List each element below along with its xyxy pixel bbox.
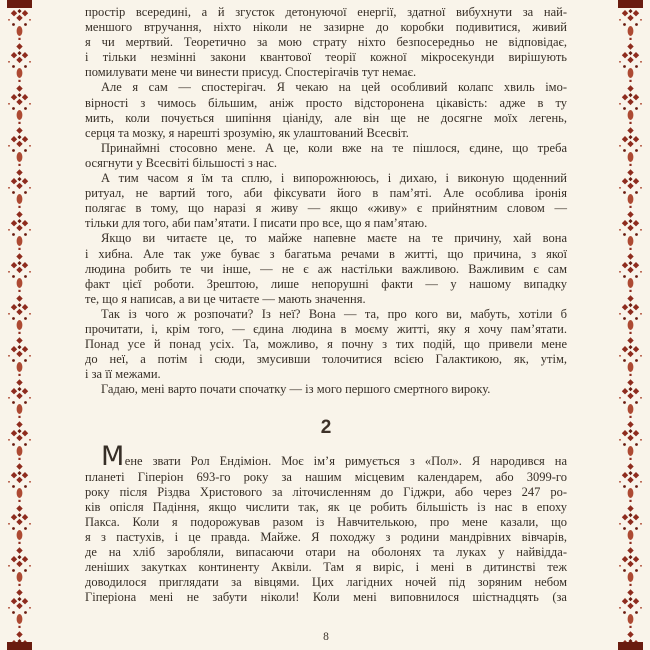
text-line: року після Різдва Христового за літочисленням до Гіджри, або через 247 ро- — [85, 484, 567, 499]
paragraph — [85, 171, 567, 231]
paragraph — [85, 307, 567, 382]
text-line: меншого втручання, ніхто ніколи не зазирне до коробки подивитися, живий — [85, 20, 567, 35]
text-line: людина робить те чи інше, — не є аж настільки важливою. Важливим є сам — [85, 261, 567, 276]
text-line: і хибна. Але так уже буває з багатьма речами в житті, що причина, з якої — [85, 246, 567, 261]
text-line: леніших закутках континенту Аквіли. Там я виріс, і мені в дитинстві теж — [85, 560, 567, 575]
text-line: планеті Гіперіон 693-го року за нашим місцевим календарем, або 3099-го — [85, 469, 567, 484]
text-line: до неї, а потім і сюди, змусивши толочитися всією Галактикою, як, утім, — [85, 352, 567, 367]
text-line: Мене звати Рол Ендіміон. Моє ім’я римується з «Пол». Я народився на — [101, 441, 567, 473]
text-line: я чи мертвий. Теоретично за мою страту ніхто безпосередньо не відповідає, — [85, 35, 567, 50]
ornament-pattern-icon — [7, 0, 32, 650]
ornament-pattern-icon — [618, 0, 643, 650]
page-number: 8 — [323, 631, 329, 643]
paragraph — [85, 231, 567, 306]
text-line: тільки для того, аби пам’ятати. І писати про все, що я пам’ятаю. — [85, 216, 428, 231]
text-line: і за її межами. — [85, 367, 161, 382]
text-line: я з пастухів, і це правда. Майже. Я походжу з родини мандрівних вівчарів, — [85, 529, 567, 544]
text-line: Якщо ви читаєте це, то майже напевне маєте на те причину, хай вона — [101, 231, 567, 246]
text-line: Але я сам — спостерігач. Я чекаю на цей особливий колапс хвиль імо- — [101, 80, 567, 95]
text-line: А тим часом я їм та сплю, і випорожнююсь, і дихаю, і виконую щоденний — [101, 171, 567, 186]
text-line: те, що я написав, а ви це читаєте — мають значення. — [85, 291, 366, 306]
ornament-border-right — [618, 0, 643, 650]
text-line: і тільки незмінні закони квантової теорії кожної мікросекунди вирішують — [85, 50, 567, 65]
text-line: доводилося приглядати за вівцями. Цих лагідних ночей під зоряним небом — [85, 575, 567, 590]
text-line: Гіперіона мені не забути ніколи! Коли мені виповнилося шістнадцять (за — [85, 590, 567, 605]
text-line: факт цієї роботи. Зрештою, лише непорушні факти — у нашому випадку — [85, 276, 567, 291]
text-line: мить, коли почується шипіння ціаніду, але він ще не досягне моїх легень, — [85, 110, 567, 125]
text-line: ритуал, не вартий того, аби фіксувати його в пам’яті. Але особлива іронія — [85, 186, 567, 201]
text-line: Пакса. Коли я подорожував разом із Навчителькою, про мене казали, що — [85, 514, 567, 529]
text-line: ків опісля Падіння, якщо числити так, як це робить більшість із нас в епоху — [85, 499, 567, 514]
paragraph — [85, 80, 567, 140]
ornament-border-left — [7, 0, 32, 650]
paragraph — [85, 141, 567, 171]
text-line: вірності з чимось більшим, аніж просто відсторонена цікавість: адже в ту — [85, 95, 567, 110]
text-line: Гадаю, мені варто почати спочатку — із мого першого смертного вироку. — [101, 382, 491, 397]
text-line: простір всередині, а й згусток детонуючої енергії, здатної вибухнути за най- — [85, 5, 567, 19]
text-line: серця та мозку, я нарешті зрозумію, як улаштований Всесвіт. — [85, 125, 409, 140]
paragraph — [85, 441, 567, 605]
text-line: осягнути у Всесвіті більшості з нас. — [85, 155, 277, 170]
text-line: де на хліб заробляли, випасаючи отари на оболонях та луках у найвідда- — [85, 545, 567, 559]
page-text — [85, 5, 567, 605]
text-line: прочитати, і, крім того, — єдина людина в моєму житті, яку я хочу пам’ятати. — [85, 321, 567, 336]
text-line: Понад усе й понад усіх. Та, можливо, я почну з тих подій, що привели мене — [85, 337, 567, 352]
paragraph — [85, 382, 567, 397]
text-line: полягає в тому, що наразі я живу — якщо «живу» є прийнятним словом — — [85, 201, 567, 216]
text-line: Принаймні стосовно мене. А це, коли вже на те пішлося, єдине, що треба — [101, 140, 567, 155]
text-line: помилувати мене чи винести присуд. Спостерігачів тут немає. — [85, 65, 417, 80]
initial-cap: М — [101, 441, 125, 473]
chapter-number: 2 — [320, 417, 332, 439]
paragraph — [85, 5, 567, 80]
text-line: Так із чого ж розпочати? Із неї? Вона — та, про кого ви, мабуть, хотіли б — [101, 306, 567, 321]
